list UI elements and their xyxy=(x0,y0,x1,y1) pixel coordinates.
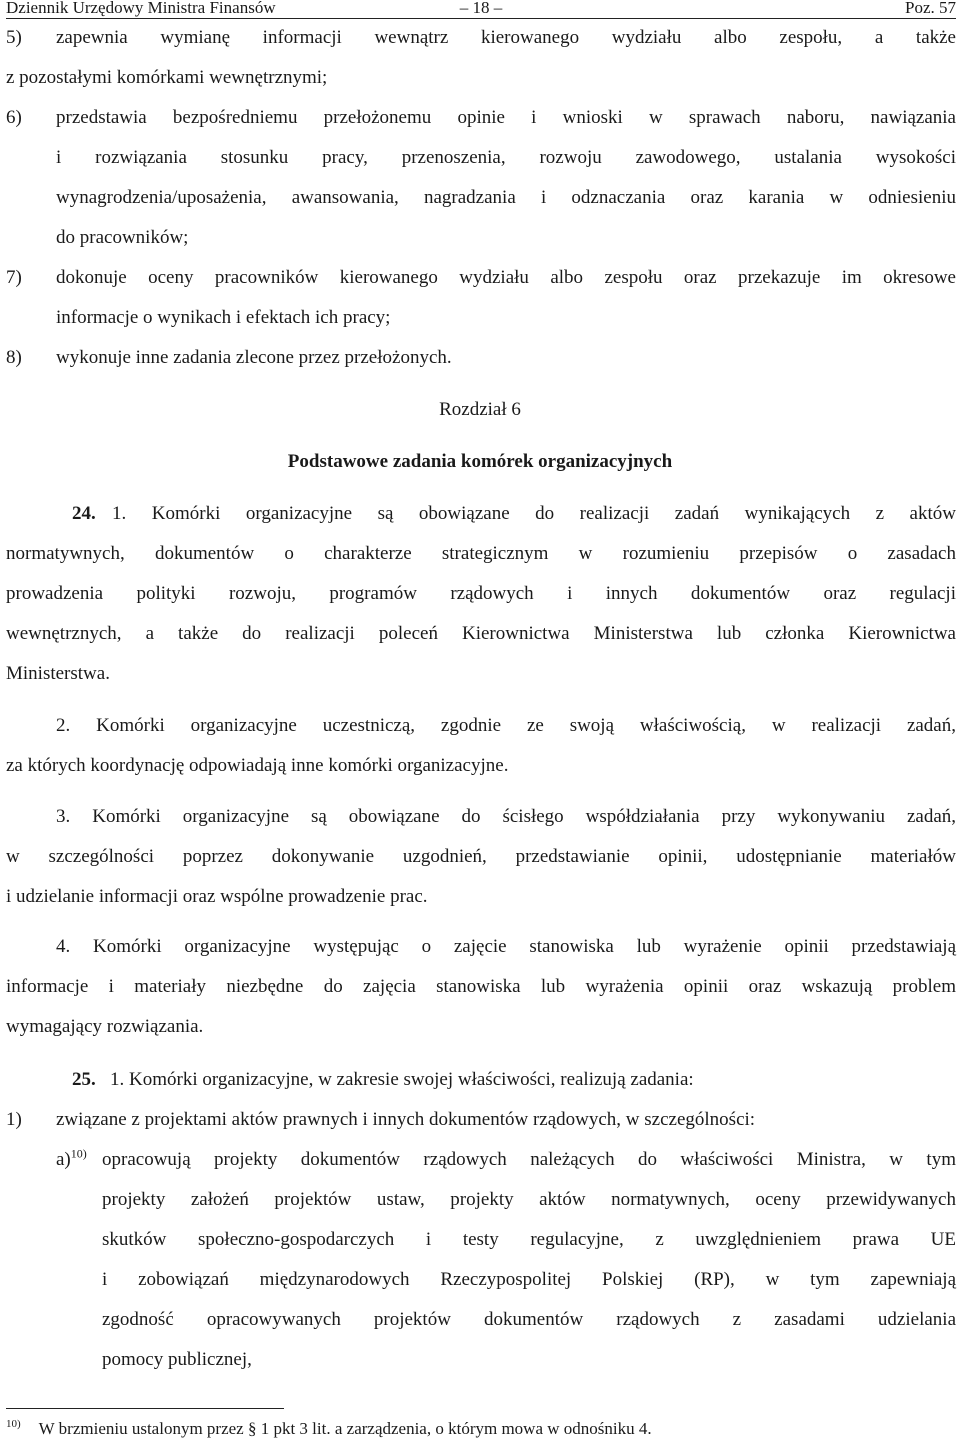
paragraph-line: prowadzenia polityki rozwoju, programów rządowych i innych dokumentów oraz regulacji xyxy=(6,583,956,604)
paragraph-line: normatywnych, dokumentów o charakterze strategicznym w rozumieniu przepisów o zasadach xyxy=(6,543,956,564)
footnote-divider xyxy=(6,1408,284,1409)
section-label: 24. xyxy=(72,503,96,524)
page-header xyxy=(6,0,956,19)
chapter-number: Rozdział 6 xyxy=(439,399,521,420)
sublist-text: projekty założeń projektów ustaw, projekty aktów normatywnych, oceny przewidywanych xyxy=(102,1189,956,1210)
chapter-title: Podstawowe zadania komórek organizacyjnych xyxy=(287,451,673,472)
list-item-text: z pozostałymi komórkami wewnętrznymi; xyxy=(6,67,328,88)
footnote-text: W brzmieniu ustalonym przez § 1 pkt 3 lit. a zarządzenia, o którym mowa w odnośniku 4. xyxy=(38,1419,652,1438)
paragraph-line: 4. Komórki organizacyjne występując o zajęcie stanowiska lub wyrażenie opinii przedstawiają xyxy=(56,936,956,957)
paragraph-line: i udzielanie informacji oraz wspólne prowadzenie prac. xyxy=(6,886,428,907)
paragraph-line: wewnętrznych, a także do realizacji poleceń Kierownictwa Ministerstwa lub członka Kierownictwa xyxy=(6,623,956,644)
paragraph-line: informacje i materiały niezbędne do zajęcia stanowiska lub wyrażenia opinii oraz wskazują problem xyxy=(6,976,956,997)
list-item-number: 5) xyxy=(6,27,22,48)
page-number: – 18 – xyxy=(459,0,503,17)
footnote xyxy=(6,1418,652,1440)
footnote-reference: 10) xyxy=(70,1146,87,1161)
list-item-number: 7) xyxy=(6,267,22,288)
sublist-text: pomocy publicznej, xyxy=(102,1349,252,1370)
list-item-text: dokonuje oceny pracowników kierowanego wydziału albo zespołu oraz przekazuje im okresowe xyxy=(56,267,956,288)
sublist-text: skutków społeczno-gospodarczych i testy regulacyjne, z uwzględnieniem prawa UE xyxy=(102,1229,956,1250)
paragraph-line: wymagający rozwiązania. xyxy=(6,1016,204,1037)
position-number: Poz. 57 xyxy=(905,0,956,17)
list-item-text: związane z projektami aktów prawnych i innych dokumentów rządowych, w szczególności: xyxy=(56,1109,756,1130)
paragraph-line: 3. Komórki organizacyjne są obowiązane do ścisłego współdziałania przy wykonywaniu zadań, xyxy=(56,806,956,827)
section-label: 25. xyxy=(72,1069,96,1090)
sublist-text: opracowują projekty dokumentów rządowych należących do właściwości Ministra, w tym xyxy=(102,1149,956,1170)
list-item-number: 6) xyxy=(6,107,22,128)
journal-title: Dziennik Urzędowy Ministra Finansów xyxy=(6,0,276,17)
list-item-number: 1) xyxy=(6,1109,22,1130)
list-item-text: informacje o wynikach i efektach ich pracy; xyxy=(56,307,391,328)
paragraph-line: 2. Komórki organizacyjne uczestniczą, zgodnie ze swoją właściwością, w realizacji zadań, xyxy=(56,715,956,736)
list-item-text: wykonuje inne zadania zlecone przez przełożonych. xyxy=(56,347,452,368)
footnote-mark: 10) xyxy=(6,1418,21,1431)
sublist-text: zgodność opracowywanych projektów dokumentów rządowych z zasadami udzielania xyxy=(102,1309,956,1330)
list-item-text: wynagrodzenia/uposażenia, awansowania, nagradzania i odznaczania oraz karania w odniesieniu xyxy=(56,187,956,208)
list-item-text: do pracowników; xyxy=(56,227,189,248)
paragraph-line: 1. Komórki organizacyjne, w zakresie swojej właściwości, realizują zadania: xyxy=(110,1069,694,1090)
sublist-label: a)$^{10)}$ xyxy=(56,1146,87,1170)
list-item-number: 8) xyxy=(6,347,22,368)
list-item-text: zapewnia wymianę informacji wewnątrz kierowanego wydziału albo zespołu, a także xyxy=(56,27,956,48)
paragraph-line: za których koordynację odpowiadają inne komórki organizacyjne. xyxy=(6,755,509,776)
paragraph-line: 1. Komórki organizacyjne są obowiązane do realizacji zadań wynikających z aktów xyxy=(112,503,956,524)
list-item-text: przedstawia bezpośredniemu przełożonemu opinie i wnioski w sprawach naboru, nawiązania xyxy=(56,107,956,128)
paragraph-line: Ministerstwa. xyxy=(6,663,110,684)
list-item-text: i rozwiązania stosunku pracy, przenoszenia, rozwoju zawodowego, ustalania wysokości xyxy=(56,147,956,168)
paragraph-line: w szczególności poprzez dokonywanie uzgodnień, przedstawianie opinii, udostępnianie materiałów xyxy=(6,846,956,867)
sublist-text: i zobowiązań międzynarodowych Rzeczypospolitej Polskiej (RP), w tym zapewniają xyxy=(102,1269,956,1290)
